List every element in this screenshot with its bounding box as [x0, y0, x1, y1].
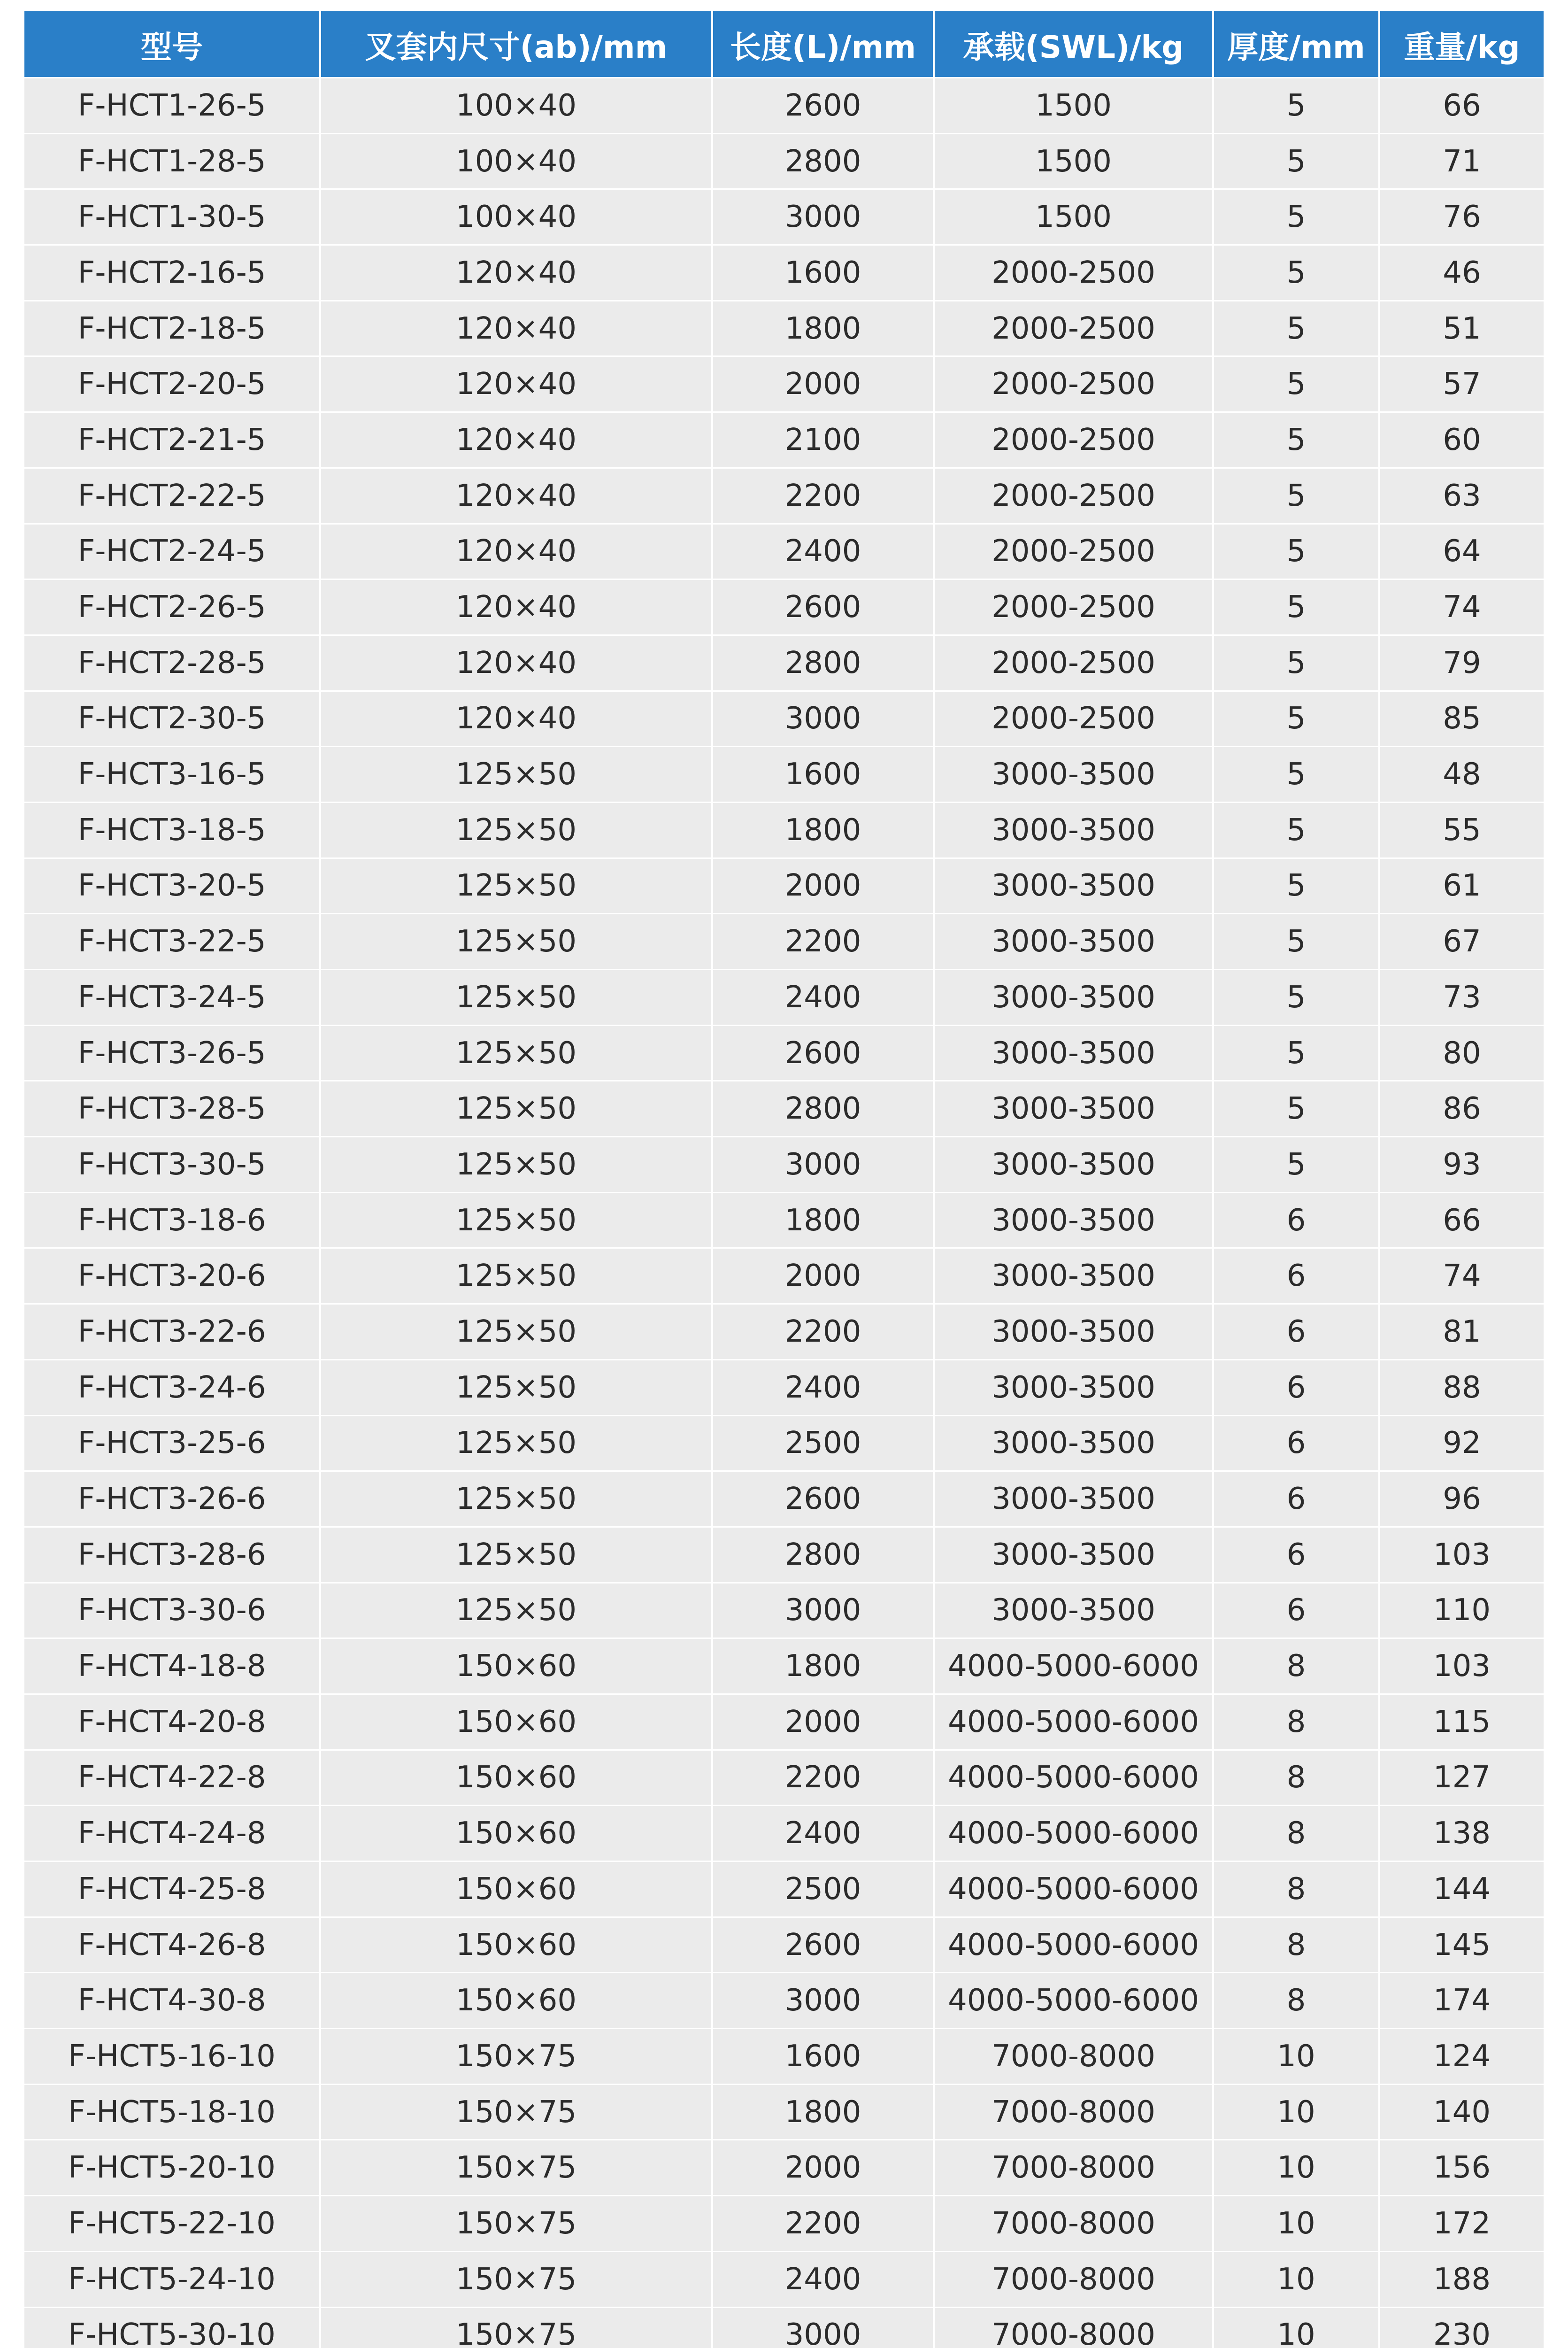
cell-model: F-HCT5-16-10: [24, 2029, 320, 2085]
cell-thickness: 5: [1213, 133, 1379, 189]
spec-sheet: [24, 11, 1544, 2348]
cell-load-capacity: 7000-8000: [934, 2196, 1213, 2252]
cell-thickness: 8: [1213, 1694, 1379, 1750]
cell-thickness: 5: [1213, 970, 1379, 1026]
fork-pocket-spec-table: [24, 11, 1544, 2348]
cell-weight: 85: [1379, 691, 1544, 747]
table-header: [24, 11, 1544, 78]
cell-load-capacity: 3000-3500: [934, 802, 1213, 858]
cell-weight: 51: [1379, 301, 1544, 356]
header-thickness: 厚度/mm: [1213, 11, 1379, 78]
cell-model: F-HCT2-21-5: [24, 412, 320, 468]
cell-model: F-HCT3-18-6: [24, 1192, 320, 1248]
cell-weight: 115: [1379, 1694, 1544, 1750]
cell-length: 2400: [712, 2251, 934, 2307]
cell-load-capacity: 2000-2500: [934, 245, 1213, 301]
cell-weight: 60: [1379, 412, 1544, 468]
cell-thickness: 5: [1213, 1081, 1379, 1137]
cell-length: 2800: [712, 635, 934, 691]
cell-length: 2500: [712, 1415, 934, 1471]
cell-inner-size: 125×50: [320, 1137, 712, 1193]
cell-load-capacity: 3000-3500: [934, 1025, 1213, 1081]
cell-thickness: 5: [1213, 858, 1379, 914]
cell-length: 2800: [712, 1081, 934, 1137]
cell-load-capacity: 7000-8000: [934, 2251, 1213, 2307]
cell-length: 1800: [712, 1638, 934, 1694]
cell-weight: 96: [1379, 1471, 1544, 1527]
cell-inner-size: 150×75: [320, 2251, 712, 2307]
cell-model: F-HCT2-22-5: [24, 468, 320, 524]
cell-thickness: 5: [1213, 1025, 1379, 1081]
header-weight: 重量/kg: [1379, 11, 1544, 78]
cell-load-capacity: 2000-2500: [934, 356, 1213, 412]
cell-length: 2600: [712, 1471, 934, 1527]
cell-weight: 76: [1379, 189, 1544, 245]
cell-thickness: 5: [1213, 356, 1379, 412]
cell-load-capacity: 3000-3500: [934, 1583, 1213, 1638]
cell-inner-size: 125×50: [320, 1304, 712, 1360]
cell-inner-size: 150×75: [320, 2084, 712, 2140]
cell-weight: 156: [1379, 2140, 1544, 2196]
cell-weight: 103: [1379, 1638, 1544, 1694]
cell-model: F-HCT3-20-5: [24, 858, 320, 914]
cell-length: 2000: [712, 2140, 934, 2196]
cell-model: F-HCT5-20-10: [24, 2140, 320, 2196]
cell-load-capacity: 4000-5000-6000: [934, 1917, 1213, 1973]
cell-model: F-HCT3-22-5: [24, 914, 320, 970]
cell-inner-size: 120×40: [320, 691, 712, 747]
table-row: [24, 189, 1544, 245]
cell-load-capacity: 3000-3500: [934, 1359, 1213, 1415]
cell-thickness: 5: [1213, 1137, 1379, 1193]
cell-weight: 66: [1379, 1192, 1544, 1248]
cell-inner-size: 150×60: [320, 1861, 712, 1917]
cell-length: 1800: [712, 2084, 934, 2140]
cell-thickness: 8: [1213, 1861, 1379, 1917]
cell-inner-size: 150×60: [320, 1917, 712, 1973]
cell-inner-size: 125×50: [320, 1081, 712, 1137]
cell-weight: 88: [1379, 1359, 1544, 1415]
table-row: [24, 1527, 1544, 1583]
cell-load-capacity: 3000-3500: [934, 747, 1213, 803]
table-row: [24, 245, 1544, 301]
cell-load-capacity: 4000-5000-6000: [934, 1861, 1213, 1917]
cell-load-capacity: 3000-3500: [934, 1081, 1213, 1137]
table-row: [24, 635, 1544, 691]
header-inner-size: 叉套内尺寸(ab)/mm: [320, 11, 712, 78]
cell-model: F-HCT4-26-8: [24, 1917, 320, 1973]
cell-weight: 81: [1379, 1304, 1544, 1360]
cell-thickness: 10: [1213, 2029, 1379, 2085]
cell-thickness: 5: [1213, 524, 1379, 579]
cell-load-capacity: 7000-8000: [934, 2307, 1213, 2348]
cell-inner-size: 120×40: [320, 524, 712, 579]
cell-thickness: 8: [1213, 1806, 1379, 1861]
cell-weight: 66: [1379, 78, 1544, 134]
table-row: [24, 691, 1544, 747]
cell-thickness: 6: [1213, 1359, 1379, 1415]
table-row: [24, 412, 1544, 468]
cell-load-capacity: 4000-5000-6000: [934, 1638, 1213, 1694]
cell-model: F-HCT3-18-5: [24, 802, 320, 858]
cell-load-capacity: 3000-3500: [934, 1248, 1213, 1304]
cell-model: F-HCT3-22-6: [24, 1304, 320, 1360]
cell-thickness: 10: [1213, 2140, 1379, 2196]
cell-inner-size: 150×75: [320, 2029, 712, 2085]
cell-load-capacity: 3000-3500: [934, 914, 1213, 970]
cell-inner-size: 125×50: [320, 1359, 712, 1415]
table-row: [24, 1973, 1544, 2029]
table-row: [24, 1917, 1544, 1973]
table-row: [24, 2140, 1544, 2196]
cell-weight: 86: [1379, 1081, 1544, 1137]
cell-model: F-HCT4-20-8: [24, 1694, 320, 1750]
cell-model: F-HCT3-16-5: [24, 747, 320, 803]
cell-model: F-HCT1-26-5: [24, 78, 320, 134]
cell-inner-size: 150×60: [320, 1973, 712, 2029]
cell-length: 1800: [712, 802, 934, 858]
cell-thickness: 6: [1213, 1471, 1379, 1527]
table-row: [24, 2029, 1544, 2085]
cell-inner-size: 150×75: [320, 2307, 712, 2348]
cell-load-capacity: 3000-3500: [934, 1304, 1213, 1360]
cell-load-capacity: 1500: [934, 78, 1213, 134]
cell-length: 1800: [712, 301, 934, 356]
cell-weight: 92: [1379, 1415, 1544, 1471]
cell-model: F-HCT2-24-5: [24, 524, 320, 579]
cell-model: F-HCT3-30-6: [24, 1583, 320, 1638]
cell-length: 3000: [712, 1973, 934, 2029]
table-row: [24, 1304, 1544, 1360]
cell-model: F-HCT5-22-10: [24, 2196, 320, 2252]
cell-load-capacity: 2000-2500: [934, 691, 1213, 747]
cell-weight: 67: [1379, 914, 1544, 970]
cell-thickness: 6: [1213, 1248, 1379, 1304]
cell-inner-size: 120×40: [320, 412, 712, 468]
cell-length: 2000: [712, 356, 934, 412]
cell-inner-size: 150×75: [320, 2196, 712, 2252]
cell-thickness: 5: [1213, 245, 1379, 301]
cell-inner-size: 125×50: [320, 1583, 712, 1638]
cell-thickness: 8: [1213, 1638, 1379, 1694]
cell-thickness: 10: [1213, 2251, 1379, 2307]
cell-model: F-HCT1-28-5: [24, 133, 320, 189]
table-row: [24, 1137, 1544, 1193]
cell-model: F-HCT4-25-8: [24, 1861, 320, 1917]
cell-load-capacity: 2000-2500: [934, 635, 1213, 691]
cell-inner-size: 150×60: [320, 1638, 712, 1694]
cell-model: F-HCT3-24-5: [24, 970, 320, 1026]
cell-load-capacity: 3000-3500: [934, 1137, 1213, 1193]
cell-length: 2600: [712, 78, 934, 134]
cell-length: 3000: [712, 2307, 934, 2348]
table-row: [24, 1638, 1544, 1694]
header-row: [24, 11, 1544, 78]
cell-weight: 63: [1379, 468, 1544, 524]
cell-inner-size: 150×75: [320, 2140, 712, 2196]
cell-thickness: 5: [1213, 914, 1379, 970]
cell-length: 2400: [712, 1359, 934, 1415]
cell-weight: 93: [1379, 1137, 1544, 1193]
cell-weight: 144: [1379, 1861, 1544, 1917]
cell-model: F-HCT2-26-5: [24, 579, 320, 635]
cell-weight: 46: [1379, 245, 1544, 301]
cell-length: 1600: [712, 747, 934, 803]
cell-load-capacity: 2000-2500: [934, 524, 1213, 579]
cell-thickness: 8: [1213, 1973, 1379, 2029]
cell-thickness: 5: [1213, 635, 1379, 691]
cell-model: F-HCT2-16-5: [24, 245, 320, 301]
header-load-capacity: 承载(SWL)/kg: [934, 11, 1213, 78]
cell-weight: 64: [1379, 524, 1544, 579]
cell-thickness: 6: [1213, 1415, 1379, 1471]
cell-inner-size: 125×50: [320, 970, 712, 1026]
cell-weight: 188: [1379, 2251, 1544, 2307]
cell-length: 2600: [712, 1025, 934, 1081]
cell-load-capacity: 1500: [934, 133, 1213, 189]
cell-model: F-HCT3-28-6: [24, 1527, 320, 1583]
table-row: [24, 301, 1544, 356]
cell-inner-size: 125×50: [320, 1527, 712, 1583]
table-row: [24, 1861, 1544, 1917]
cell-model: F-HCT3-28-5: [24, 1081, 320, 1137]
cell-length: 2400: [712, 1806, 934, 1861]
table-row: [24, 1415, 1544, 1471]
cell-length: 2200: [712, 468, 934, 524]
cell-thickness: 8: [1213, 1917, 1379, 1973]
cell-model: F-HCT4-24-8: [24, 1806, 320, 1861]
cell-inner-size: 125×50: [320, 914, 712, 970]
cell-inner-size: 150×60: [320, 1806, 712, 1861]
table-row: [24, 2251, 1544, 2307]
table-row: [24, 747, 1544, 803]
cell-length: 3000: [712, 1137, 934, 1193]
cell-inner-size: 125×50: [320, 1471, 712, 1527]
cell-length: 2000: [712, 1248, 934, 1304]
cell-length: 3000: [712, 1583, 934, 1638]
table-row: [24, 1359, 1544, 1415]
cell-weight: 61: [1379, 858, 1544, 914]
cell-inner-size: 120×40: [320, 635, 712, 691]
cell-model: F-HCT4-22-8: [24, 1750, 320, 1806]
cell-model: F-HCT2-18-5: [24, 301, 320, 356]
cell-model: F-HCT5-30-10: [24, 2307, 320, 2348]
cell-load-capacity: 3000-3500: [934, 858, 1213, 914]
cell-thickness: 10: [1213, 2196, 1379, 2252]
table-row: [24, 78, 1544, 134]
cell-model: F-HCT3-20-6: [24, 1248, 320, 1304]
cell-thickness: 10: [1213, 2307, 1379, 2348]
cell-thickness: 6: [1213, 1304, 1379, 1360]
cell-inner-size: 125×50: [320, 1025, 712, 1081]
cell-load-capacity: 1500: [934, 189, 1213, 245]
cell-model: F-HCT3-26-5: [24, 1025, 320, 1081]
cell-load-capacity: 3000-3500: [934, 1527, 1213, 1583]
cell-inner-size: 125×50: [320, 802, 712, 858]
table-row: [24, 1806, 1544, 1861]
table-row: [24, 1750, 1544, 1806]
cell-thickness: 5: [1213, 802, 1379, 858]
cell-length: 2500: [712, 1861, 934, 1917]
cell-length: 1800: [712, 1192, 934, 1248]
cell-thickness: 5: [1213, 78, 1379, 134]
cell-thickness: 6: [1213, 1192, 1379, 1248]
cell-load-capacity: 4000-5000-6000: [934, 1973, 1213, 2029]
cell-weight: 79: [1379, 635, 1544, 691]
cell-inner-size: 120×40: [320, 579, 712, 635]
cell-thickness: 5: [1213, 579, 1379, 635]
cell-weight: 57: [1379, 356, 1544, 412]
cell-load-capacity: 4000-5000-6000: [934, 1750, 1213, 1806]
table-row: [24, 802, 1544, 858]
table-body: [24, 78, 1544, 2348]
cell-inner-size: 125×50: [320, 747, 712, 803]
cell-weight: 127: [1379, 1750, 1544, 1806]
cell-model: F-HCT3-24-6: [24, 1359, 320, 1415]
cell-inner-size: 100×40: [320, 78, 712, 134]
cell-inner-size: 125×50: [320, 1192, 712, 1248]
cell-model: F-HCT4-30-8: [24, 1973, 320, 2029]
cell-weight: 74: [1379, 1248, 1544, 1304]
cell-load-capacity: 4000-5000-6000: [934, 1694, 1213, 1750]
cell-inner-size: 120×40: [320, 356, 712, 412]
cell-load-capacity: 2000-2500: [934, 301, 1213, 356]
cell-length: 1600: [712, 245, 934, 301]
cell-model: F-HCT2-28-5: [24, 635, 320, 691]
cell-load-capacity: 2000-2500: [934, 579, 1213, 635]
table-row: [24, 914, 1544, 970]
cell-weight: 138: [1379, 1806, 1544, 1861]
cell-load-capacity: 4000-5000-6000: [934, 1806, 1213, 1861]
table-row: [24, 858, 1544, 914]
header-model: 型号: [24, 11, 320, 78]
cell-weight: 48: [1379, 747, 1544, 803]
cell-inner-size: 150×60: [320, 1694, 712, 1750]
cell-thickness: 6: [1213, 1527, 1379, 1583]
cell-length: 2800: [712, 133, 934, 189]
cell-length: 3000: [712, 189, 934, 245]
cell-length: 2200: [712, 1304, 934, 1360]
cell-length: 3000: [712, 691, 934, 747]
cell-inner-size: 120×40: [320, 301, 712, 356]
cell-inner-size: 120×40: [320, 245, 712, 301]
cell-thickness: 5: [1213, 747, 1379, 803]
cell-weight: 230: [1379, 2307, 1544, 2348]
cell-length: 2400: [712, 970, 934, 1026]
cell-thickness: 5: [1213, 301, 1379, 356]
table-row: [24, 579, 1544, 635]
cell-weight: 140: [1379, 2084, 1544, 2140]
table-row: [24, 970, 1544, 1026]
cell-weight: 174: [1379, 1973, 1544, 2029]
cell-weight: 110: [1379, 1583, 1544, 1638]
cell-inner-size: 125×50: [320, 1248, 712, 1304]
cell-weight: 124: [1379, 2029, 1544, 2085]
cell-load-capacity: 3000-3500: [934, 1415, 1213, 1471]
cell-length: 2400: [712, 524, 934, 579]
table-row: [24, 2084, 1544, 2140]
cell-weight: 145: [1379, 1917, 1544, 1973]
cell-load-capacity: 3000-3500: [934, 1192, 1213, 1248]
cell-inner-size: 100×40: [320, 189, 712, 245]
cell-weight: 71: [1379, 133, 1544, 189]
cell-model: F-HCT5-18-10: [24, 2084, 320, 2140]
table-row: [24, 1248, 1544, 1304]
cell-model: F-HCT4-18-8: [24, 1638, 320, 1694]
cell-length: 2600: [712, 1917, 934, 1973]
cell-weight: 80: [1379, 1025, 1544, 1081]
table-row: [24, 1471, 1544, 1527]
cell-weight: 55: [1379, 802, 1544, 858]
cell-weight: 73: [1379, 970, 1544, 1026]
cell-length: 2800: [712, 1527, 934, 1583]
cell-inner-size: 125×50: [320, 1415, 712, 1471]
cell-inner-size: 100×40: [320, 133, 712, 189]
cell-length: 2200: [712, 2196, 934, 2252]
table-row: [24, 2196, 1544, 2252]
cell-thickness: 5: [1213, 412, 1379, 468]
cell-length: 2200: [712, 1750, 934, 1806]
cell-thickness: 10: [1213, 2084, 1379, 2140]
cell-inner-size: 125×50: [320, 858, 712, 914]
table-row: [24, 1025, 1544, 1081]
table-row: [24, 468, 1544, 524]
cell-load-capacity: 2000-2500: [934, 468, 1213, 524]
cell-weight: 172: [1379, 2196, 1544, 2252]
table-row: [24, 1081, 1544, 1137]
cell-load-capacity: 7000-8000: [934, 2029, 1213, 2085]
table-row: [24, 1694, 1544, 1750]
table-row: [24, 2307, 1544, 2348]
cell-thickness: 6: [1213, 1583, 1379, 1638]
cell-load-capacity: 2000-2500: [934, 412, 1213, 468]
cell-weight: 74: [1379, 579, 1544, 635]
cell-inner-size: 150×60: [320, 1750, 712, 1806]
cell-model: F-HCT2-30-5: [24, 691, 320, 747]
cell-load-capacity: 7000-8000: [934, 2084, 1213, 2140]
table-row: [24, 524, 1544, 579]
cell-thickness: 5: [1213, 189, 1379, 245]
cell-model: F-HCT3-30-5: [24, 1137, 320, 1193]
cell-length: 2000: [712, 858, 934, 914]
cell-length: 2100: [712, 412, 934, 468]
cell-length: 2000: [712, 1694, 934, 1750]
cell-load-capacity: 7000-8000: [934, 2140, 1213, 2196]
cell-load-capacity: 3000-3500: [934, 970, 1213, 1026]
cell-model: F-HCT3-25-6: [24, 1415, 320, 1471]
cell-load-capacity: 3000-3500: [934, 1471, 1213, 1527]
cell-weight: 103: [1379, 1527, 1544, 1583]
cell-thickness: 8: [1213, 1750, 1379, 1806]
cell-model: F-HCT1-30-5: [24, 189, 320, 245]
cell-thickness: 5: [1213, 691, 1379, 747]
cell-model: F-HCT5-24-10: [24, 2251, 320, 2307]
cell-inner-size: 120×40: [320, 468, 712, 524]
cell-length: 2200: [712, 914, 934, 970]
cell-model: F-HCT2-20-5: [24, 356, 320, 412]
header-length: 长度(L)/mm: [712, 11, 934, 78]
cell-length: 2600: [712, 579, 934, 635]
table-row: [24, 133, 1544, 189]
table-row: [24, 356, 1544, 412]
cell-model: F-HCT3-26-6: [24, 1471, 320, 1527]
cell-thickness: 5: [1213, 468, 1379, 524]
cell-length: 1600: [712, 2029, 934, 2085]
table-row: [24, 1192, 1544, 1248]
table-row: [24, 1583, 1544, 1638]
